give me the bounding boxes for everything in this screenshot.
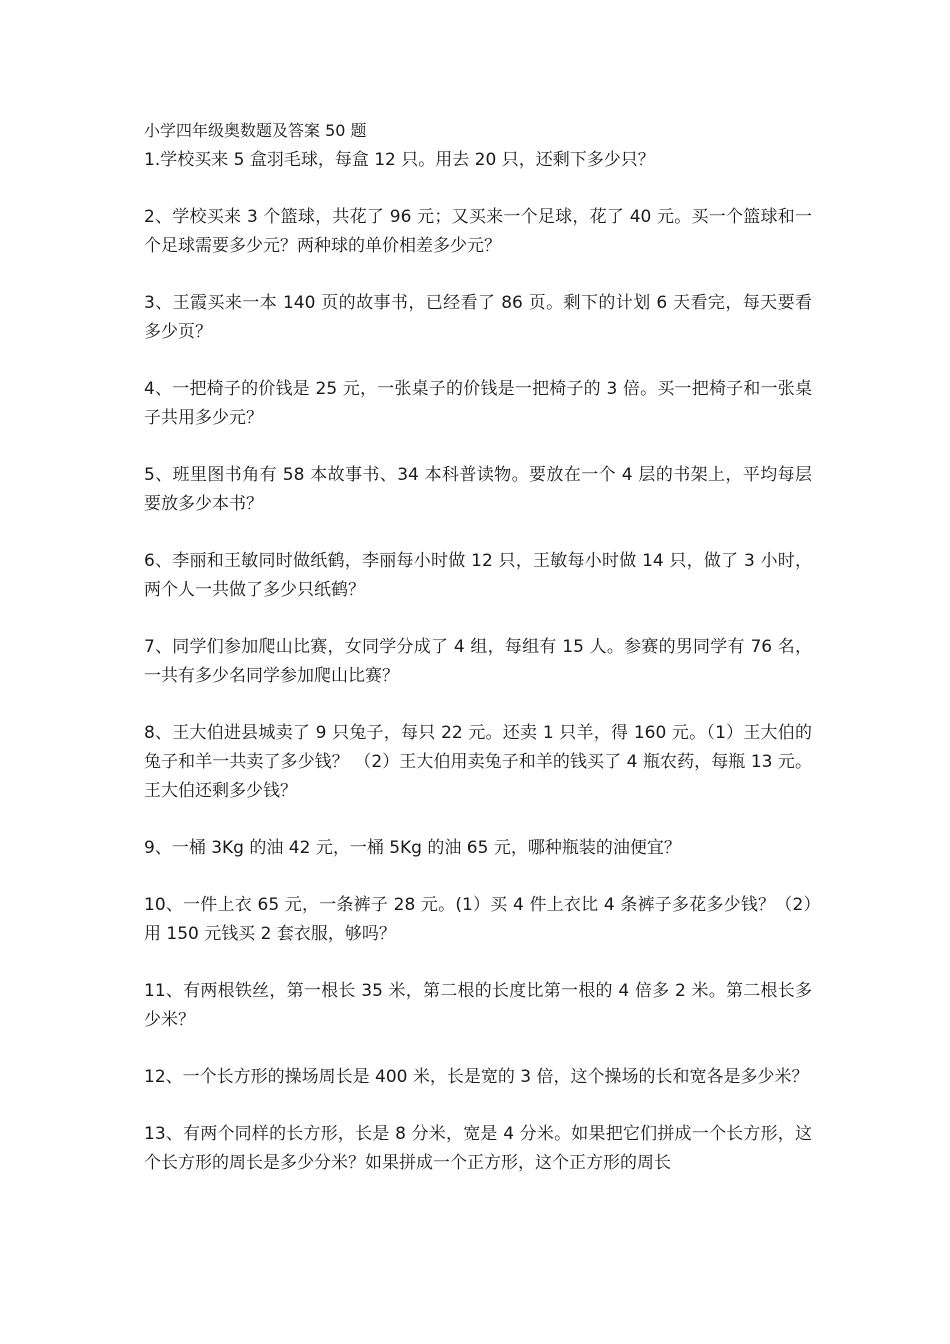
problem-2: 2、学校买来 3 个篮球，共花了 96 元；又买来一个足球，花了 40 元。买一个篮球和一个足球需要多少元？两种球的单价相差多少元？	[144, 207, 812, 256]
problem-4: 4、一把椅子的价钱是 25 元，一张桌子的价钱是一把椅子的 3 倍。买一把椅子和一张桌子共用多少元？	[144, 379, 812, 428]
problem-5: 5、班里图书角有 58 本故事书、34 本科普读物。要放在一个 4 层的书架上，平均每层要放多少本书？	[144, 465, 812, 514]
problem-8: 8、王大伯进县城卖了 9 只兔子，每只 22 元。还卖 1 只羊，得 160 元。（1）王大伯的兔子和羊一共卖了多少钱？ （2）王大伯用卖兔子和羊的钱买了 4 瓶农药，每瓶 13 元。王大伯还剩多少钱？	[144, 723, 812, 801]
problem-7: 7、同学们参加爬山比赛，女同学分成了 4 组，每组有 15 人。参赛的男同学有 76 名，一共有多少名同学参加爬山比赛？	[144, 637, 812, 686]
problem-6: 6、李丽和王敏同时做纸鹤，李丽每小时做 12 只，王敏每小时做 14 只，做了 3 小时，两个人一共做了多少只纸鹤？	[144, 551, 812, 600]
problem-9: 9、一桶 3Kg 的油 42 元，一桶 5Kg 的油 65 元，哪种瓶装的油便宜？	[144, 838, 681, 858]
problem-10: 10、一件上衣 65 元，一条裤子 28 元。(1）买 4 件上衣比 4 条裤子多花多少钱？（2）用 150 元钱买 2 套衣服，够吗？	[144, 895, 812, 944]
problem-11: 11、有两根铁丝，第一根长 35 米，第二根的长度比第一根的 4 倍多 2 米。第二根长多少米？	[144, 981, 812, 1030]
problem-12: 12、一个长方形的操场周长是 400 米，长是宽的 3 倍，这个操场的长和宽各是多少米？	[144, 1067, 809, 1087]
problem-3: 3、王霞买来一本 140 页的故事书，已经看了 86 页。剩下的计划 6 天看完，每天要看多少页？	[144, 293, 812, 342]
problem-13: 13、有两个同样的长方形，长是 8 分米，宽是 4 分米。如果把它们拼成一个长方形，这个长方形的周长是多少分米？如果拼成一个正方形，这个正方形的周长	[144, 1124, 812, 1173]
document-title: 小学四年级奥数题及答案 50 题	[144, 121, 367, 140]
document-page	[144, 116, 812, 1178]
problem-1: 1.学校买来 5 盒羽毛球，每盒 12 只。用去 20 只，还剩下多少只？	[144, 150, 655, 170]
